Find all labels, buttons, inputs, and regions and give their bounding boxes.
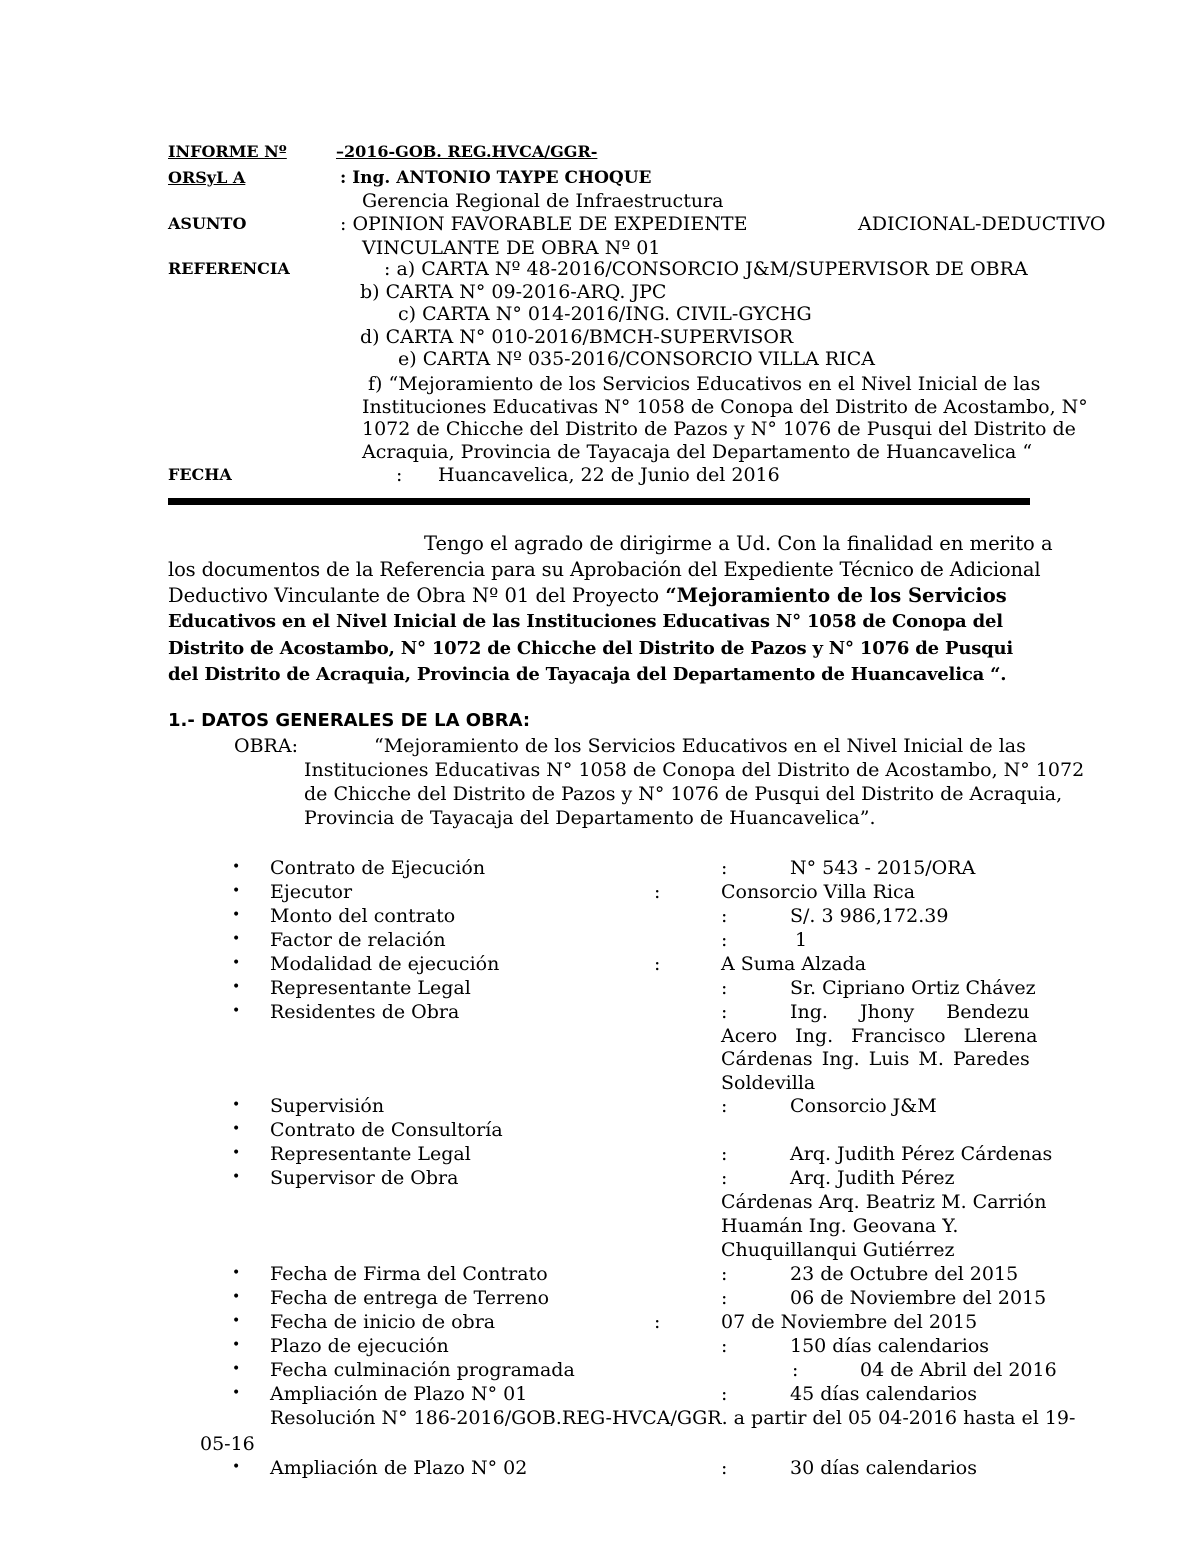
- informe-number: –2016-GOB. REG.HVCA/GGR-: [336, 142, 598, 161]
- item-colon: :: [721, 1095, 728, 1117]
- ref-e: e) CARTA Nº 035-2016/CONSORCIO VILLA RICA: [398, 348, 875, 370]
- fecha-colon: :: [396, 464, 403, 486]
- item-colon: :: [721, 1001, 728, 1023]
- asunto-line2: VINCULANTE DE OBRA Nº 01: [362, 237, 661, 259]
- orsyl-value: : Ing. ANTONIO TAYPE CHOQUE: [340, 168, 652, 188]
- intro-line-4: Educativos en el Nivel Inicial de las Instituciones Educativas N° 1058 de Conopa del: [168, 611, 1003, 632]
- ref-c: c) CARTA N° 014-2016/ING. CIVIL-GYCHG: [398, 303, 812, 325]
- item-label-supervisor: Supervisor de Obra: [270, 1167, 459, 1189]
- bullet-icon: •: [232, 1265, 241, 1281]
- item-colon: :: [721, 1457, 728, 1479]
- resolucion-line-2: 05-16: [200, 1433, 255, 1455]
- item-label-representante: Representante Legal: [270, 977, 471, 999]
- item-value-plazo: 150 días calendarios: [790, 1335, 990, 1357]
- item-label-culminacion: Fecha culminación programada: [270, 1359, 575, 1381]
- bullet-icon: •: [232, 931, 241, 947]
- item-value-ampliacion-1: 45 días calendarios: [790, 1383, 977, 1405]
- intro-line-1: Tengo el agrado de dirigirme a Ud. Con la finalidad en merito a: [424, 532, 1053, 555]
- bullet-icon: •: [232, 1313, 241, 1329]
- obra-line-1: “Mejoramiento de los Servicios Educativos en el Nivel Inicial de las: [374, 735, 1026, 757]
- item-colon: :: [721, 1263, 728, 1285]
- bullet-icon: •: [232, 1385, 241, 1401]
- header-divider: [168, 498, 1030, 505]
- bullet-icon: •: [232, 907, 241, 923]
- obra-line-4: Provincia de Tayacaja del Departamento de Huancavelica”.: [304, 807, 876, 829]
- bullet-icon: •: [232, 1459, 241, 1475]
- ref-d: d) CARTA N° 010-2016/BMCH-SUPERVISOR: [360, 326, 794, 348]
- ref-f1: f) “Mejoramiento de los Servicios Educativos en el Nivel Inicial de las: [368, 373, 1041, 395]
- asunto-line1-right: ADICIONAL-DEDUCTIVO: [858, 213, 1106, 235]
- bullet-icon: •: [232, 1003, 241, 1019]
- item-value-entrega: 06 de Noviembre del 2015: [790, 1287, 1047, 1309]
- bullet-icon: •: [232, 1289, 241, 1305]
- item-label-contrato: Contrato de Ejecución: [270, 857, 486, 879]
- item-value-residentes-3: Cárdenas Ing. Luis M. Paredes: [721, 1048, 1030, 1070]
- item-colon: :: [721, 1167, 728, 1189]
- item-value-ejecutor: Consorcio Villa Rica: [721, 881, 916, 903]
- ref-f2: Instituciones Educativas N° 1058 de Conopa del Distrito de Acostambo, N°: [362, 396, 1088, 418]
- bullet-icon: •: [232, 883, 241, 899]
- bullet-icon: •: [232, 979, 241, 995]
- item-label-firma: Fecha de Firma del Contrato: [270, 1263, 548, 1285]
- intro-line-3: [168, 584, 1007, 608]
- item-label-ejecutor: Ejecutor: [270, 881, 353, 903]
- item-value-ampliacion-2: 30 días calendarios: [790, 1457, 977, 1479]
- fecha-label: FECHA: [168, 465, 232, 484]
- item-value-residentes-1: Ing. Jhony Bendezu: [790, 1001, 1030, 1023]
- intro-line-2: los documentos de la Referencia para su Aprobación del Expediente Técnico de Adicional: [168, 558, 1041, 581]
- intro-line-6: del Distrito de Acraquia, Provincia de Tayacaja del Departamento de Huancavelica “.: [168, 664, 1007, 685]
- intro-line-3-bold: “Mejoramiento de los Servicios: [665, 584, 1007, 607]
- item-colon: :: [721, 1143, 728, 1165]
- item-value-culminacion: 04 de Abril del 2016: [860, 1359, 1057, 1381]
- ref-f3: 1072 de Chicche del Distrito de Pazos y N° 1076 de Pusqui del Distrito de: [362, 418, 1076, 440]
- item-value-contrato: N° 543 - 2015/ORA: [790, 857, 976, 879]
- fecha-value: Huancavelica, 22 de Junio del 2016: [438, 464, 780, 486]
- item-colon: :: [721, 1287, 728, 1309]
- obra-label: OBRA:: [234, 735, 298, 757]
- item-value-factor: 1: [795, 929, 808, 951]
- item-label-ampliacion-1: Ampliación de Plazo N° 01: [270, 1383, 528, 1405]
- intro-line-3-normal: Deductivo Vinculante de Obra Nº 01 del Proyecto: [168, 584, 666, 607]
- item-colon: :: [654, 881, 661, 903]
- item-label-consultoria: Contrato de Consultoría: [270, 1119, 503, 1141]
- item-colon: :: [721, 1335, 728, 1357]
- item-value-supervisor-3: Huamán Ing. Geovana Y.: [721, 1215, 959, 1237]
- item-label-residentes: Residentes de Obra: [270, 1001, 460, 1023]
- item-value-firma: 23 de Octubre del 2015: [790, 1263, 1019, 1285]
- orsyl-sub: Gerencia Regional de Infraestructura: [362, 190, 724, 212]
- item-value-monto: S/. 3 986,172.39: [790, 905, 949, 927]
- resolucion-line-1: Resolución N° 186-2016/GOB.REG-HVCA/GGR. a partir del 05 04-2016 hasta el 19-: [270, 1407, 1076, 1429]
- bullet-icon: •: [232, 1169, 241, 1185]
- bullet-icon: •: [232, 1145, 241, 1161]
- item-label-representante-2: Representante Legal: [270, 1143, 471, 1165]
- item-colon: :: [721, 1383, 728, 1405]
- item-value-supervisor-4: Chuquillanqui Gutiérrez: [721, 1239, 955, 1261]
- section-1-title: 1.- DATOS GENERALES DE LA OBRA:: [168, 710, 531, 731]
- obra-line-3: de Chicche del Distrito de Pazos y N° 1076 de Pusqui del Distrito de Acraquia,: [304, 783, 1063, 805]
- ref-b: b) CARTA N° 09-2016-ARQ. JPC: [360, 281, 667, 303]
- bullet-icon: •: [232, 1097, 241, 1113]
- item-value-residentes-2: Acero Ing. Francisco Llerena: [721, 1025, 1038, 1047]
- item-value-residentes-4: Soldevilla: [721, 1072, 816, 1094]
- item-value-supervisor-2: Cárdenas Arq. Beatriz M. Carrión: [721, 1191, 1047, 1213]
- item-colon: :: [721, 905, 728, 927]
- item-label-monto: Monto del contrato: [270, 905, 456, 927]
- item-label-plazo: Plazo de ejecución: [270, 1335, 449, 1357]
- asunto-label: ASUNTO: [168, 214, 247, 233]
- bullet-icon: •: [232, 1121, 241, 1137]
- item-colon: :: [792, 1359, 799, 1381]
- item-colon: :: [721, 857, 728, 879]
- bullet-icon: •: [232, 859, 241, 875]
- obra-line-2: Instituciones Educativas N° 1058 de Conopa del Distrito de Acostambo, N° 1072: [304, 759, 1085, 781]
- item-value-inicio: 07 de Noviembre del 2015: [721, 1311, 978, 1333]
- item-label-modalidad: Modalidad de ejecución: [270, 953, 500, 975]
- item-value-representante: Sr. Cipriano Ortiz Chávez: [790, 977, 1036, 999]
- item-label-ampliacion-2: Ampliación de Plazo N° 02: [270, 1457, 528, 1479]
- intro-line-5: Distrito de Acostambo, N° 1072 de Chicche del Distrito de Pazos y N° 1076 de Pusqui: [168, 638, 1014, 659]
- item-value-supervisor-1: Arq. Judith Pérez: [790, 1167, 955, 1189]
- asunto-line1-left: : OPINION FAVORABLE DE EXPEDIENTE: [340, 213, 748, 235]
- item-label-factor: Factor de relación: [270, 929, 446, 951]
- orsyl-label: ORSyL A: [168, 168, 246, 187]
- ref-f4: Acraquia, Provincia de Tayacaja del Departamento de Huancavelica “: [362, 441, 1033, 463]
- item-colon: :: [654, 1311, 661, 1333]
- bullet-icon: •: [232, 1361, 241, 1377]
- bullet-icon: •: [232, 1337, 241, 1353]
- item-value-supervision: Consorcio J&M: [790, 1095, 937, 1117]
- item-value-representante-2: Arq. Judith Pérez Cárdenas: [790, 1143, 1053, 1165]
- ref-a: : a) CARTA Nº 48-2016/CONSORCIO J&M/SUPERVISOR DE OBRA: [384, 258, 1028, 280]
- item-colon: :: [721, 977, 728, 999]
- item-value-modalidad: A Suma Alzada: [721, 953, 867, 975]
- item-label-inicio: Fecha de inicio de obra: [270, 1311, 496, 1333]
- item-colon: :: [721, 929, 728, 951]
- referencia-label: REFERENCIA: [168, 259, 290, 278]
- bullet-icon: •: [232, 955, 241, 971]
- informe-label: INFORME Nº: [168, 142, 287, 161]
- item-label-entrega: Fecha de entrega de Terreno: [270, 1287, 550, 1309]
- item-colon: :: [654, 953, 661, 975]
- item-label-supervision: Supervisión: [270, 1095, 385, 1117]
